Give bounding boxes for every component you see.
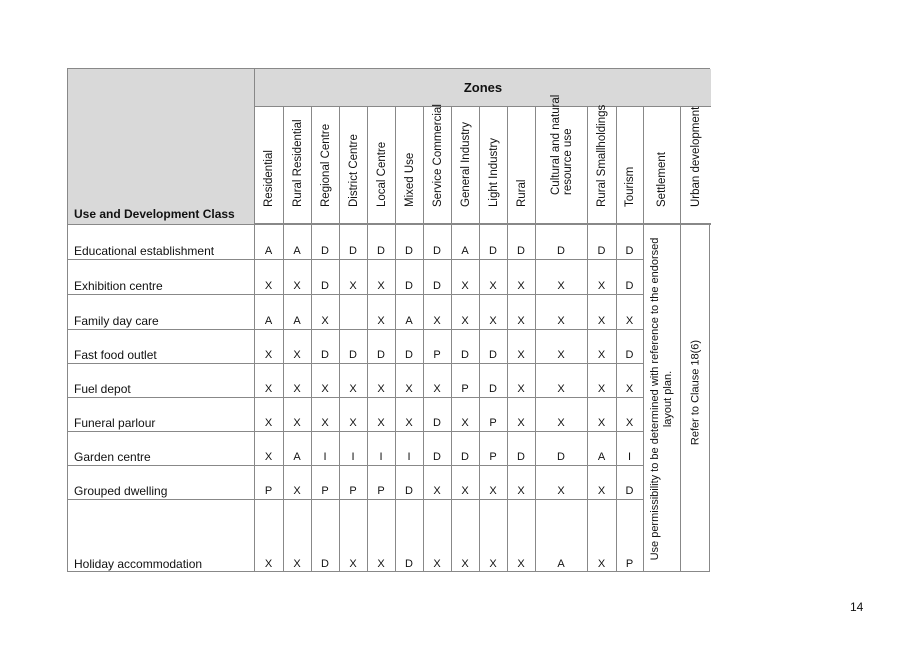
permissibility-cell: P	[321, 485, 329, 497]
permissibility-cell: D	[321, 558, 329, 570]
permissibility-cell: X	[489, 558, 497, 570]
permissibility-cell: X	[597, 485, 606, 497]
permissibility-cell: D	[405, 558, 413, 570]
row-divider	[68, 224, 711, 225]
permissibility-cell: X	[293, 383, 301, 395]
zones-title: Zones	[463, 80, 503, 95]
permissibility-cell: X	[377, 417, 385, 429]
column-divider	[395, 224, 396, 571]
permissibility-cell: X	[557, 417, 565, 429]
permissibility-cell: X	[405, 417, 413, 429]
permissibility-cell: X	[377, 315, 385, 327]
permissibility-cell: P	[264, 485, 273, 497]
permissibility-cell: X	[557, 349, 565, 361]
permissibility-cell: A	[293, 451, 301, 463]
permissibility-cell: A	[293, 245, 301, 257]
column-divider	[367, 224, 368, 571]
column-header-label: Urban development	[690, 106, 702, 207]
row-divider	[68, 465, 643, 466]
permissibility-cell: X	[321, 315, 329, 327]
permissibility-cell: D	[433, 417, 441, 429]
column-divider	[535, 224, 536, 571]
column-header-label: Light Industry	[487, 137, 500, 207]
permissibility-cell: P	[625, 558, 634, 570]
page-number: 14	[850, 600, 864, 614]
row-label: Exhibition centre	[74, 279, 163, 293]
column-divider	[254, 224, 255, 571]
zones-header	[254, 69, 711, 107]
permissibility-cell: X	[264, 349, 273, 361]
permissibility-cell: I	[379, 451, 383, 463]
permissibility-cell: X	[264, 280, 273, 292]
permissibility-cell: X	[461, 280, 469, 292]
column-divider	[587, 224, 588, 571]
column-header	[535, 94, 587, 224]
permissibility-cell: P	[461, 383, 469, 395]
permissibility-cell: X	[625, 417, 634, 429]
column-header	[507, 107, 535, 224]
permissibility-cell: D	[597, 245, 606, 257]
column-header-label: Residential	[263, 150, 275, 207]
column-header	[395, 107, 423, 224]
permissibility-cell: X	[264, 383, 273, 395]
column-header-label: Settlement	[656, 152, 668, 207]
permissibility-cell: D	[557, 245, 565, 257]
permissibility-cell: X	[293, 280, 301, 292]
permissibility-cell: X	[517, 485, 525, 497]
permissibility-cell: D	[489, 383, 497, 395]
row-label: Holiday accommodation	[74, 557, 203, 571]
column-header	[479, 107, 507, 224]
permissibility-cell: P	[349, 485, 357, 497]
permissibility-cell: X	[377, 280, 385, 292]
permissibility-cell: D	[557, 451, 565, 463]
permissibility-cell: X	[557, 280, 565, 292]
column-divider	[339, 224, 340, 571]
permissibility-cell: D	[377, 245, 385, 257]
column-divider	[616, 224, 617, 571]
permissibility-cell: X	[489, 315, 497, 327]
permissibility-cell: A	[264, 315, 273, 327]
permissibility-cell: D	[405, 280, 413, 292]
permissibility-cell: X	[597, 383, 606, 395]
column-header-label: Regional Centre	[319, 123, 332, 207]
permissibility-cell: X	[377, 558, 385, 570]
column-header	[587, 104, 616, 224]
permissibility-cell: D	[489, 349, 497, 361]
permissibility-cell: X	[433, 558, 441, 570]
column-header-label: General Industry	[459, 121, 472, 207]
permissibility-cell: X	[377, 383, 385, 395]
column-header	[339, 107, 367, 224]
permissibility-cell: P	[489, 417, 497, 429]
column-header	[254, 107, 283, 224]
column-header	[423, 104, 451, 224]
permissibility-cell: X	[461, 485, 469, 497]
permissibility-cell: X	[517, 280, 525, 292]
row-label: Funeral parlour	[74, 416, 156, 430]
permissibility-cell: X	[597, 315, 606, 327]
permissibility-cell: X	[489, 280, 497, 292]
permissibility-cell: D	[349, 245, 357, 257]
permissibility-cell: A	[264, 245, 273, 257]
permissibility-cell: A	[557, 558, 565, 570]
permissibility-cell: D	[517, 245, 525, 257]
permissibility-cell: I	[323, 451, 327, 463]
column-header-label: Local Centre	[375, 141, 388, 207]
column-divider	[507, 224, 508, 571]
permissibility-cell: I	[351, 451, 355, 463]
column-divider	[680, 224, 681, 571]
use-class-header	[68, 69, 254, 224]
permissibility-cell: D	[625, 485, 634, 497]
permissibility-cell: A	[597, 451, 606, 463]
permissibility-cell: D	[405, 485, 413, 497]
column-header-label: Cultural and natural resource use	[549, 94, 574, 195]
permissibility-cell: D	[377, 349, 385, 361]
permissibility-cell: X	[321, 383, 329, 395]
permissibility-cell: X	[264, 451, 273, 463]
column-divider	[451, 224, 452, 571]
row-divider	[68, 431, 643, 432]
column-header-label: Tourism	[624, 166, 636, 207]
column-header	[616, 107, 643, 224]
row-divider	[68, 499, 643, 500]
permissibility-cell: D	[433, 245, 441, 257]
column-divider	[283, 224, 284, 571]
column-divider	[311, 224, 312, 571]
permissibility-cell: D	[433, 280, 441, 292]
permissibility-cell: X	[264, 558, 273, 570]
permissibility-cell: P	[489, 451, 497, 463]
permissibility-cell: X	[517, 349, 525, 361]
permissibility-cell: D	[321, 349, 329, 361]
permissibility-cell: D	[405, 349, 413, 361]
permissibility-cell: X	[433, 315, 441, 327]
permissibility-cell: X	[597, 280, 606, 292]
row-label: Garden centre	[74, 450, 151, 464]
row-divider	[68, 259, 643, 260]
column-header	[311, 107, 339, 224]
column-header-label: Service Commercial	[431, 104, 444, 207]
permissibility-cell: X	[405, 383, 413, 395]
permissibility-cell: X	[264, 417, 273, 429]
row-divider	[68, 363, 643, 364]
column-header-label: Rural Smallholdings	[596, 104, 608, 207]
row-label: Fuel depot	[74, 382, 131, 396]
permissibility-cell: X	[293, 417, 301, 429]
column-header-label: Mixed Use	[403, 152, 416, 207]
column-header-label: District Centre	[347, 134, 360, 207]
permissibility-cell: X	[349, 383, 357, 395]
permissibility-cell: D	[489, 245, 497, 257]
permissibility-cell: X	[349, 280, 357, 292]
permissibility-cell: X	[597, 417, 606, 429]
permissibility-cell: X	[557, 315, 565, 327]
row-label: Educational establishment	[74, 244, 215, 258]
permissibility-cell: X	[517, 383, 525, 395]
permissibility-cell: D	[461, 349, 469, 361]
permissibility-cell: A	[405, 315, 413, 327]
permissibility-cell: X	[597, 558, 606, 570]
permissibility-cell: D	[461, 451, 469, 463]
row-label: Fast food outlet	[74, 348, 157, 362]
permissibility-cell: X	[349, 558, 357, 570]
column-divider	[423, 224, 424, 571]
column-divider	[479, 224, 480, 571]
permissibility-cell: D	[625, 349, 634, 361]
column-header	[451, 107, 479, 224]
permissibility-cell: X	[433, 485, 441, 497]
row-divider	[68, 329, 643, 330]
permissibility-cell: A	[461, 245, 469, 257]
column-header	[367, 107, 395, 224]
permissibility-cell: X	[293, 558, 301, 570]
permissibility-cell: X	[557, 383, 565, 395]
permissibility-cell: X	[349, 417, 357, 429]
permissibility-cell: X	[517, 558, 525, 570]
permissibility-cell: P	[433, 349, 441, 361]
permissibility-cell: X	[557, 485, 565, 497]
permissibility-cell: X	[433, 383, 441, 395]
permissibility-cell: D	[349, 349, 357, 361]
permissibility-cell: X	[461, 558, 469, 570]
row-label: Family day care	[74, 314, 159, 328]
permissibility-cell: X	[625, 315, 634, 327]
permissibility-cell: D	[433, 451, 441, 463]
settlement-note: Use permissibility to be determined with reference to the endorsed layout plan.	[648, 237, 674, 560]
permissibility-cell: X	[517, 315, 525, 327]
column-header	[643, 107, 680, 224]
permissibility-cell: D	[517, 451, 525, 463]
permissibility-cell: D	[321, 245, 329, 257]
permissibility-cell: X	[625, 383, 634, 395]
urban-development-note: Refer to Clause 18(6)	[689, 339, 701, 445]
row-divider	[68, 294, 643, 295]
column-header-label: Rural Residential	[291, 119, 304, 207]
column-divider	[643, 224, 644, 571]
permissibility-cell: X	[461, 417, 469, 429]
permissibility-cell: D	[405, 245, 413, 257]
permissibility-cell: X	[597, 349, 606, 361]
permissibility-cell: X	[293, 485, 301, 497]
permissibility-cell: X	[321, 417, 329, 429]
permissibility-cell: I	[407, 451, 411, 463]
row-divider	[68, 397, 643, 398]
permissibility-cell: D	[625, 245, 634, 257]
permissibility-cell: A	[293, 315, 301, 327]
permissibility-cell: D	[321, 280, 329, 292]
permissibility-cell: I	[627, 451, 632, 463]
permissibility-cell: X	[489, 485, 497, 497]
permissibility-cell: X	[461, 315, 469, 327]
permissibility-cell: P	[377, 485, 385, 497]
zoning-table	[67, 68, 710, 572]
permissibility-cell: X	[293, 349, 301, 361]
column-header	[283, 107, 311, 224]
row-label: Grouped dwelling	[74, 484, 168, 498]
column-header	[680, 107, 711, 224]
permissibility-cell: X	[517, 417, 525, 429]
use-class-header-label: Use and Development Class	[74, 207, 235, 221]
permissibility-cell: D	[625, 280, 634, 292]
column-header-label: Rural	[515, 179, 528, 207]
